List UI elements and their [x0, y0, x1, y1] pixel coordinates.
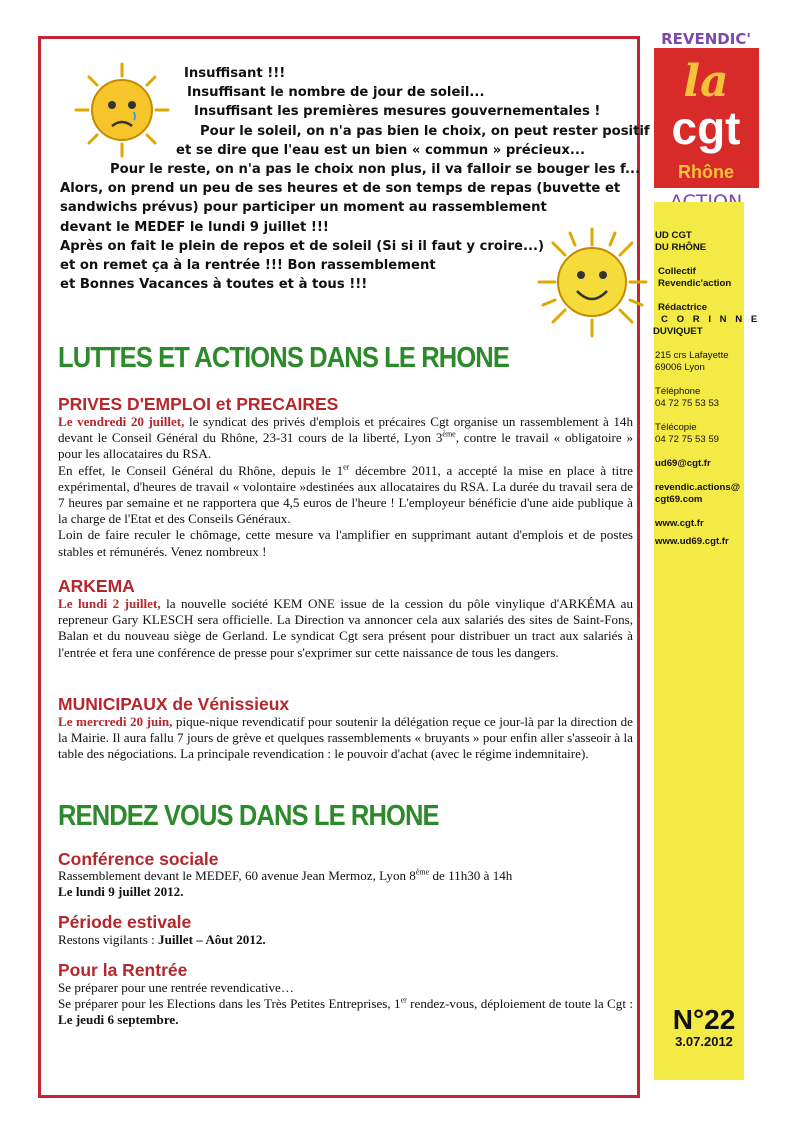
prives-text: Le vendredi 20 juillet, le syndicat des privés d'emplois et précaires Cgt organise un rassemblement à 14h devant le Conseil Général du Rhône, 23-31 cours de la liberté, Lyon 3ème, contre le travail « obligatoire » pour les allocataires du RSA. En effet, le Conseil Général du Rhône, depuis le 1er décembre 2011, a accepté la mise en place à titre expérimental, d'heures de travail « volontaire »destinées aux allocataires du RSA. La durée du travail sera de 7 heures par semaine et ne rapportera que 4,5 euros de l'heure ! L'employeur bénéficie d'une aide publique à la charge de l'Etat et des Conseils Généraux. Loin de faire reculer le chômage, cette mesure va l'amplifier en supprimant autant d'emplois et de postes stables et rémunérés. Venez nombreux ! — [58, 414, 634, 559]
sidebar-line: DUVIQUET — [653, 326, 703, 337]
intro-line: et on remet ça à la rentrée !!! Bon rassemblement — [60, 258, 436, 274]
prives-title: PRIVES D'EMPLOI et PRECAIRES — [58, 394, 339, 414]
logo-la-text: la — [683, 56, 729, 107]
intro-line: sandwichs prévus) pour participer un moment au rassemblement — [60, 200, 547, 216]
luttes-title: LUTTES ET ACTIONS DANS LE RHONE — [58, 342, 509, 374]
conf-title: Conférence sociale — [58, 849, 219, 869]
intro-line: Insuffisant !!! — [184, 66, 286, 81]
municipaux-text: Le mercredi 20 juin, pique-nique revendicatif pour soutenir la délégation reçue ce jour-là par la direction de la Mairie. Il aura fallu 7 jours de grève et quelques rassemblements « bruyants » pour enfin aller s'asseoir à la table des négociations. La principale revendication : le pouvoir d'achat (avec le régime indemnitaire). — [58, 714, 633, 762]
sidebar-email[interactable]: ud69@cgt.fr — [655, 458, 711, 469]
sidebar-website[interactable]: www.ud69.cgt.fr — [655, 536, 729, 547]
sidebar-info — [653, 230, 761, 548]
conf-text: Rassemblement devant le MEDEF, 60 avenue Jean Mermoz, Lyon 8ème de 11h30 à 14h Le lundi 9 juillet 2012. — [58, 867, 513, 900]
sidebar-line: Rédactrice — [658, 302, 708, 313]
intro-line: et Bonnes Vacances à toutes et à tous !!! — [60, 277, 368, 293]
sidebar-line: 04 72 75 53 59 — [655, 434, 720, 445]
intro-line: Insuffisant les premières mesures gouvernementales ! — [194, 104, 601, 120]
intro-line: Pour le reste, on n'a pas le choix non plus, il va falloir se bouger les f... — [110, 162, 641, 178]
sidebar-email[interactable]: cgt69.com — [655, 494, 703, 505]
logo-top-text: REVENDIC' — [661, 30, 751, 48]
sidebar-line: Télécopie — [655, 422, 697, 433]
intro-text — [60, 64, 660, 294]
sidebar-line: UD CGT — [655, 230, 692, 241]
sidebar-line: 215 crs Lafayette — [655, 350, 729, 361]
cgt-logo — [654, 26, 759, 216]
logo-cgt-text: cgt — [671, 102, 741, 154]
arkema-text: Le lundi 2 juillet, la nouvelle société KEM ONE issue de la cession du pôle vinylique d'ARKÉMA au repreneur Gary KLESCH sera officielle. La Direction va annoncer cela aux salariés des sites de Saint-Fons, Balan et du nouveau siège de Gerland. Le syndicat Cgt sera présent pour distribuer un tract aux salariés à l'entrée et fera une conférence de presse pour s'exprimer sur cette naissance de tous les dangers. — [58, 596, 633, 660]
arkema-title: ARKEMA — [58, 576, 135, 596]
intro-line: Après on fait le plein de repos et de soleil (Si si il faut y croire...) — [60, 238, 545, 254]
intro-line: devant le MEDEF le lundi 9 juillet !!! — [60, 219, 329, 235]
sidebar-line: 69006 Lyon — [655, 362, 705, 373]
rentree-text: Se préparer pour une rentrée revendicative… Se préparer pour les Elections dans les Très Petites Entreprises, 1er rendez-vous, déploiement de toute la Cgt : Le jeudi 6 septembre. — [58, 980, 633, 1028]
intro-line: Alors, on prend un peu de ses heures et de son temps de repas (buvette et — [60, 181, 621, 197]
sidebar-email[interactable]: revendic.actions@ — [655, 482, 741, 493]
sidebar-website[interactable]: www.cgt.fr — [655, 518, 704, 529]
intro-line: Pour le soleil, on n'a pas bien le choix, on peut rester positif — [200, 123, 650, 139]
intro-line: et se dire que l'eau est un bien « commun » précieux... — [176, 142, 585, 158]
sidebar-line: C O R I N N E — [661, 314, 761, 325]
sidebar-line: Téléphone — [655, 386, 701, 397]
rentree-title: Pour la Rentrée — [58, 960, 188, 980]
sidebar-line: DU RHÔNE — [655, 242, 707, 253]
sidebar-line: Revendic'action — [658, 278, 732, 289]
ete-title: Période estivale — [58, 912, 192, 932]
intro-line: Insuffisant le nombre de jour de soleil... — [187, 85, 485, 101]
sidebar-line: Collectif — [658, 266, 696, 277]
logo-region-text: Rhône — [678, 162, 734, 182]
issue-date: 3.07.2012 — [675, 1034, 733, 1049]
issue-number: N°22 — [672, 1004, 736, 1035]
rdv-title: RENDEZ VOUS DANS LE RHONE — [58, 800, 439, 832]
municipaux-title: MUNICIPAUX de Vénissieux — [58, 694, 290, 714]
sidebar-line: 04 72 75 53 53 — [655, 398, 720, 409]
ete-text: Restons vigilants : Juillet – Aôut 2012. — [58, 932, 266, 947]
